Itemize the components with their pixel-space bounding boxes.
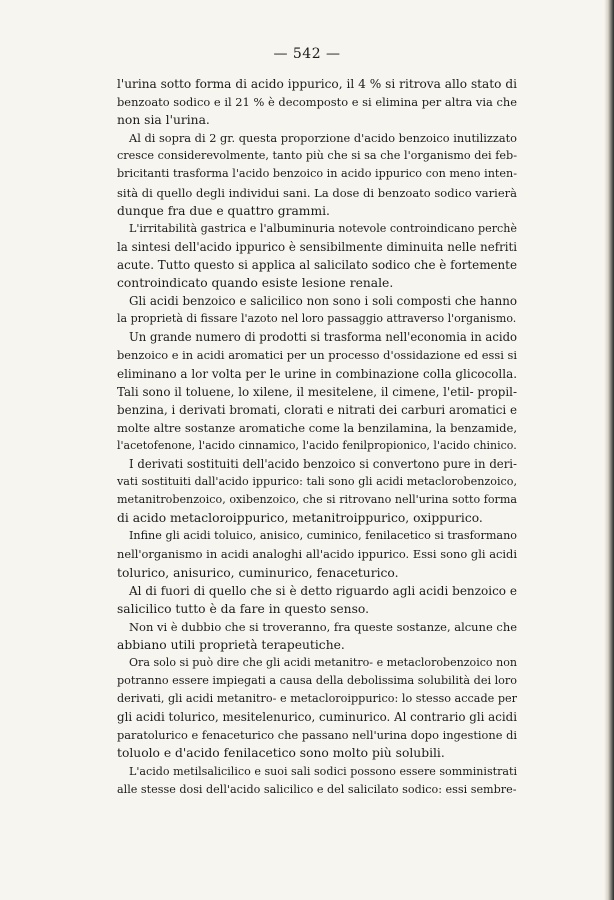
text-line: controindicato quando esiste lesione renale. xyxy=(117,276,394,291)
paragraph xyxy=(117,328,517,455)
paragraph xyxy=(117,455,517,527)
text-line: abbiano utili proprietà terapeutiche. xyxy=(117,637,345,652)
text-line: benzoato sodico e il 21 % è decomposto e si elimina per altra via che xyxy=(117,95,517,110)
text-line: Non vi è dubbio che si troveranno, fra queste sostanze, alcune che xyxy=(129,619,517,634)
paragraph xyxy=(117,763,517,799)
text-line: Gli acidi benzoico e salicilico non sono i soli composti che hanno xyxy=(129,294,518,309)
text-line: toluolo e d'acido fenilacetico sono molto più solubili. xyxy=(117,746,445,761)
text-line: nell'organismo in acidi analoghi all'acido ippurico. Essi sono gli acidi xyxy=(117,547,517,562)
text-line: di acido metacloroippurico, metanitroippurico, oxippurico. xyxy=(117,511,483,526)
text-line: salicilico tutto è da fare in questo senso. xyxy=(117,601,370,616)
paragraph xyxy=(117,582,517,618)
text-line: Infine gli acidi toluico, anisico, cuminico, fenilacetico si trasformano xyxy=(129,529,517,543)
paragraph xyxy=(117,654,517,763)
paragraph xyxy=(117,75,517,129)
text-line: benzina, i derivati bromati, clorati e nitrati dei carburi aromatici e xyxy=(117,402,517,417)
text-line: Un grande numero di prodotti si trasforma nell'economia in acido xyxy=(129,330,517,345)
paragraph xyxy=(117,129,517,219)
text-line: gli acidi tolurico, mesitelenurico, cuminurico. Al contrario gli acidi xyxy=(117,710,517,725)
text-line: sità di quello degli individui sani. La dose di benzoato sodico varierà xyxy=(117,185,517,200)
page-edge-shadow xyxy=(604,0,614,900)
text-line: Al di fuori di quello che si è detto riguardo agli acidi benzoico e xyxy=(129,583,517,598)
text-line: vati sostituiti dall'acido ippurico: tali sono gli acidi metaclorobenzoico, xyxy=(117,475,517,489)
text-line: la proprietà di fissare l'azoto nel loro passaggio attraverso l'organismo. xyxy=(117,312,517,326)
text-line: paratolurico e fenaceturico che passano nell'urina dopo ingestione di xyxy=(117,728,517,743)
text-line: metanitrobenzoico, oxibenzoico, che si ritrovano nell'urina sotto forma xyxy=(117,493,517,507)
body-text xyxy=(117,75,517,799)
text-line: tolurico, anisurico, cuminurico, fenaceturico. xyxy=(117,565,399,580)
text-line: l'urina sotto forma di acido ippurico, il 4 % si ritrova allo stato di xyxy=(117,77,517,91)
text-line: Tali sono il toluene, lo xilene, il mesitelene, il cimene, l'etil- propil- xyxy=(117,384,517,399)
text-line: eliminano a lor volta per le urine in combinazione colla glicocolla. xyxy=(117,366,517,381)
text-line: acute. Tutto questo si applica al salicilato sodico che è fortemente xyxy=(117,257,517,272)
text-line: alle stesse dosi dell'acido salicilico e del salicilato sodico: essi sembre- xyxy=(117,782,517,796)
page-number: — 542 — xyxy=(273,46,341,62)
text-line: dunque fra due e quattro grammi. xyxy=(117,203,330,218)
text-line: molte altre sostanze aromatiche come la benzilamina, la benzamide, xyxy=(117,420,517,435)
text-line: Ora solo si può dire che gli acidi metanitro- e metaclorobenzoico non xyxy=(129,656,517,669)
paragraph xyxy=(117,292,517,328)
text-line: derivati, gli acidi metanitro- e metacloroippurico: lo stesso accade per xyxy=(117,692,517,706)
text-line: Al di sopra di 2 gr. questa proporzione d'acido benzoico inutilizzato xyxy=(129,131,517,146)
text-line: L'irritabilità gastrica e l'albuminuria notevole controindicano perchè xyxy=(129,221,517,235)
paragraph xyxy=(117,527,517,581)
text-line: L'acido metilsalicilico e suoi sali sodici possono essere somministrati xyxy=(129,764,517,778)
text-line: la sintesi dell'acido ippurico è sensibilmente diminuita nelle nefriti xyxy=(117,239,517,254)
text-line: l'acetofenone, l'acido cinnamico, l'acido fenilpropionico, l'acido chinico. xyxy=(117,438,517,452)
text-line: I derivati sostituiti dell'acido benzoico si convertono pure in deri- xyxy=(129,456,517,471)
paragraph xyxy=(117,220,517,292)
paragraph xyxy=(117,618,517,654)
text-line: bricitanti trasforma l'acido benzoico in acido ippurico con meno inten- xyxy=(117,167,517,181)
text-line: potranno essere impiegati a causa della debolissima solubilità dei loro xyxy=(117,674,517,688)
text-line: non sia l'urina. xyxy=(117,113,210,128)
text-line: benzoico e in acidi aromatici per un processo d'ossidazione ed essi si xyxy=(117,348,517,363)
text-line: cresce considerevolmente, tanto più che si sa che l'organismo dei feb- xyxy=(117,149,517,163)
